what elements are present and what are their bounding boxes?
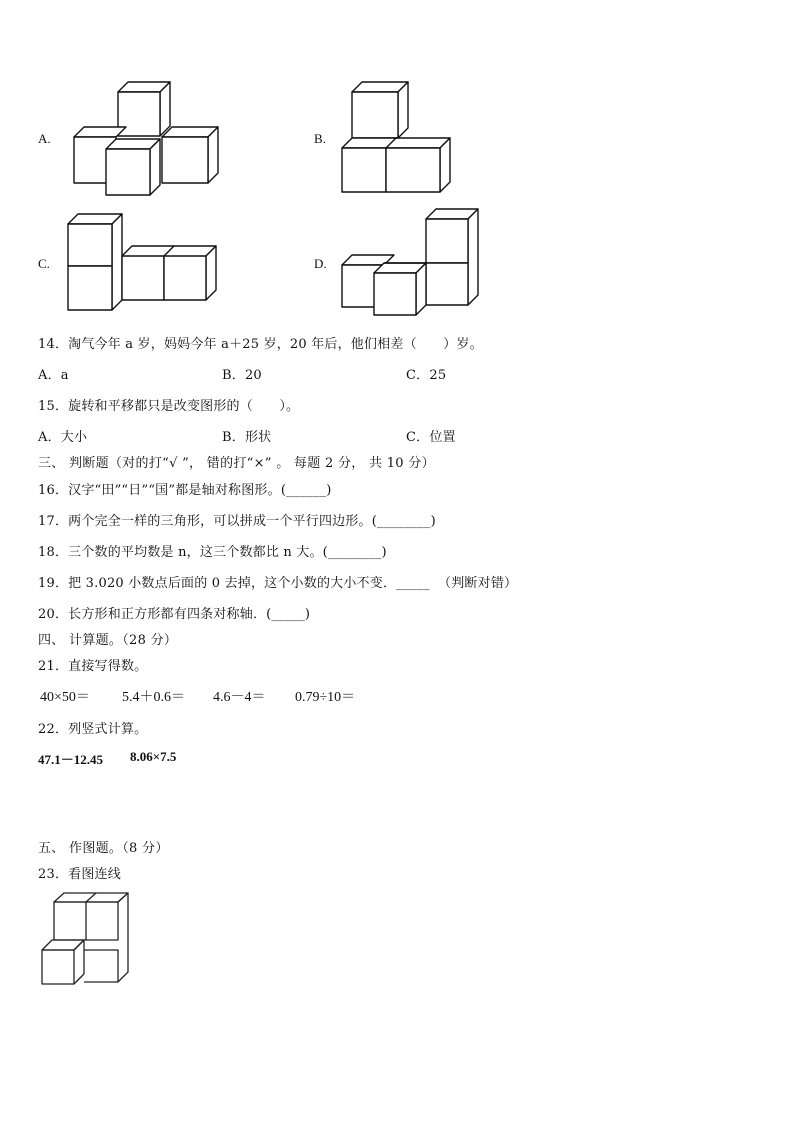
section-3-heading: 三、 判断题（对的打“√ ”， 错的打“×” 。 每题 2 分， 共 10 分）	[38, 456, 435, 471]
q23: 23．看图连线	[38, 867, 121, 882]
q22-item-1: 47.1－12.45	[38, 752, 104, 767]
option-d-figure	[338, 205, 488, 320]
q19-note: （判断对错）	[438, 576, 518, 591]
option-b-figure	[338, 78, 458, 198]
q21-item-1: 40×50＝	[40, 690, 90, 705]
q14-option-b: B．20	[222, 368, 262, 383]
q15-option-c: C．位置	[406, 430, 456, 445]
q14-option-a: A．a	[38, 368, 69, 383]
q15-option-b: B．形状	[222, 430, 272, 445]
option-d-label: D.	[314, 256, 327, 271]
q22: 22．列竖式计算。	[38, 722, 148, 737]
option-a-figure	[70, 80, 230, 200]
q19-text: 19．把 3.020 小数点后面的 0 去掉，这个小数的大小不变．_____	[38, 576, 430, 591]
q22-item-2: 8.06×7.5	[130, 749, 177, 764]
q21-item-2: 5.4＋0.6＝	[122, 690, 185, 705]
q19	[38, 572, 517, 591]
option-c-figure	[64, 210, 224, 320]
q20: 20．长方形和正方形都有四条对称轴．(_____)	[38, 607, 311, 622]
q15-option-a: A．大小	[38, 430, 88, 445]
q15-stem: 15．旋转和平移都只是改变图形的（ ）。	[38, 399, 300, 414]
section-5-heading: 五、 作图题。（8 分）	[38, 841, 169, 856]
q21-item-4: 0.79÷10＝	[295, 690, 356, 705]
option-a-label: A.	[38, 131, 51, 146]
q14-option-c: C．25	[406, 368, 447, 383]
q21-item-3: 4.6－4＝	[213, 690, 266, 705]
q18: 18．三个数的平均数是 n，这三个数都比 n 大。(________)	[38, 545, 387, 560]
q21: 21．直接写得数。	[38, 659, 148, 674]
section-4-heading: 四、 计算题。（28 分）	[38, 633, 178, 648]
q14-stem: 14．淘气今年 a 岁，妈妈今年 a＋25 岁，20 年后，他们相差（ ）岁。	[38, 337, 483, 352]
q17: 17．两个完全一样的三角形，可以拼成一个平行四边形。(________)	[38, 514, 436, 529]
q16: 16．汉字“田”“日”“国”都是轴对称图形。(______)	[38, 483, 332, 498]
option-b-label: B.	[314, 131, 326, 146]
option-c-label: C.	[38, 256, 50, 271]
q23-cube-figure	[38, 890, 134, 990]
